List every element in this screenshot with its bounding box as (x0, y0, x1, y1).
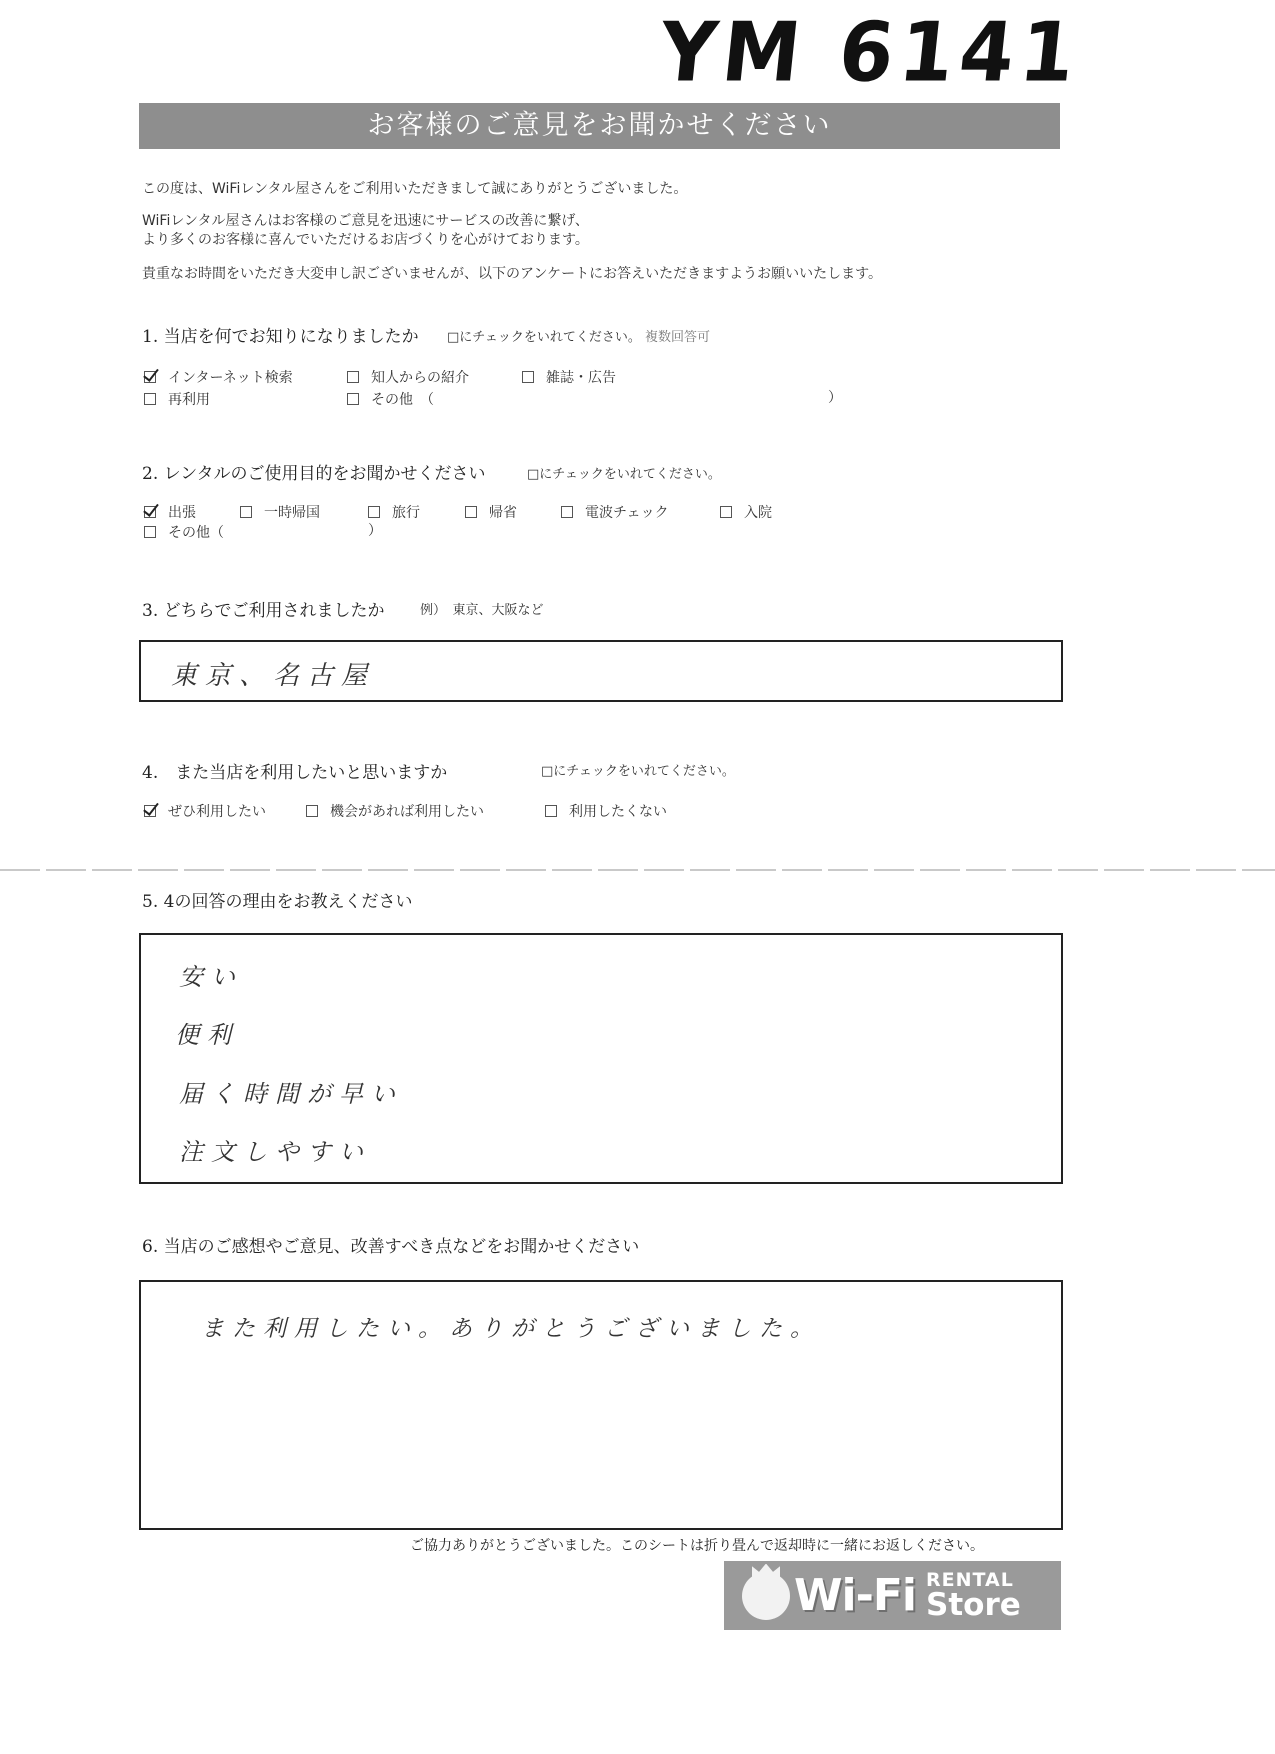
intro-line-3: より多くのお客様に喜んでいただけるお店づくりを心がけております。 (142, 232, 589, 248)
checkbox-icon[interactable] (522, 371, 534, 383)
intro-line-4: 貴重なお時間をいただき大変申し訳ございませんが、以下のアンケートにお答えいただきますようお願いいたします。 (142, 266, 883, 282)
checkbox-icon[interactable] (465, 506, 477, 518)
q2-note: □にチェックをいれてください。 (527, 467, 721, 482)
q6-answer-text: また利用したい。ありがとうございました。 (201, 1316, 821, 1342)
q4-option-no[interactable] (545, 801, 667, 821)
q2-other-close-paren: ） (368, 523, 382, 539)
q6-answer-box[interactable] (139, 1280, 1063, 1530)
q5-answer-line: 安い (179, 963, 243, 991)
q1-option-label: 知人からの紹介 (371, 370, 469, 386)
wifi-rental-store-logo (724, 1561, 1061, 1630)
q4-option-label: 利用したくない (569, 804, 667, 820)
q1-option-label: その他 （ (371, 392, 434, 408)
intro-line-2: WiFiレンタル屋さんはお客様のご意見を迅速にサービスの改善に繋げ、 (142, 213, 589, 229)
q1-option-magazine[interactable] (522, 367, 616, 387)
logo-wifi-text: Wi-Fi (794, 1570, 917, 1621)
footer-note: ご協力ありがとうございました。このシートは折り畳んで返却時に一緒にお返しください。 (410, 1538, 984, 1554)
q1-option-reuse[interactable] (144, 389, 210, 409)
checkbox-icon[interactable] (347, 393, 359, 405)
checkbox-checked-icon[interactable] (144, 371, 156, 383)
q2-option-label: 旅行 (392, 505, 420, 521)
q5-heading: 5. 4の回答の理由をお教えください (142, 892, 413, 912)
q2-option-signal-check[interactable] (561, 502, 669, 522)
q1-note-text: □にチェックをいれてください。 (447, 330, 641, 345)
q1-note (447, 326, 710, 345)
q3-example: 例） 東京、大阪など (420, 603, 544, 618)
scan-fold-line (0, 869, 1275, 871)
checkbox-icon[interactable] (347, 371, 359, 383)
q1-other-close-paren: ） (828, 390, 842, 406)
q4-note: □にチェックをいれてください。 (541, 764, 735, 779)
q2-option-label: 一時帰国 (264, 505, 320, 521)
page-title: お客様のご意見をお聞かせください (139, 103, 1060, 149)
q4-option-if-chance[interactable] (306, 801, 484, 821)
q5-answer-box[interactable] (139, 933, 1063, 1184)
q1-option-other[interactable] (347, 389, 434, 409)
logo-rental-store (926, 1568, 1021, 1623)
q2-option-visit-home[interactable] (465, 502, 517, 522)
q1-option-internet[interactable] (144, 367, 293, 387)
checkbox-icon[interactable] (240, 506, 252, 518)
checkbox-icon[interactable] (720, 506, 732, 518)
logo-store-text: Store (926, 1586, 1021, 1623)
q4-heading: 4. また当店を利用したいと思いますか (142, 763, 448, 783)
q5-answer-line: 注文しやすい (179, 1138, 371, 1166)
q2-option-travel[interactable] (368, 502, 420, 522)
q2-option-label: 帰省 (489, 505, 517, 521)
crown-mascot-icon (742, 1572, 790, 1620)
checkbox-icon[interactable] (368, 506, 380, 518)
q1-note-sub: 複数回答可 (645, 330, 711, 345)
intro-line-1: この度は、WiFiレンタル屋さんをご利用いただきまして誠にありがとうございました。 (142, 181, 688, 197)
q3-heading: 3. どちらでご利用されましたか (142, 601, 385, 621)
logo-rental-text: RENTAL (926, 1568, 1014, 1591)
q5-answer-line: 届く時間が早い (179, 1080, 403, 1108)
q2-option-label: その他（ (168, 525, 224, 541)
q2-option-other[interactable] (144, 522, 224, 542)
q4-option-label: 機会があれば利用したい (330, 804, 484, 820)
q4-option-definitely[interactable] (144, 801, 266, 821)
checkbox-checked-icon[interactable] (144, 805, 156, 817)
q1-option-label: インターネット検索 (168, 370, 293, 386)
q1-option-label: 再利用 (168, 392, 210, 408)
checkbox-icon[interactable] (144, 526, 156, 538)
q1-option-referral[interactable] (347, 367, 469, 387)
q3-answer-box[interactable] (139, 640, 1063, 702)
q2-option-homecoming[interactable] (240, 502, 320, 522)
checkbox-icon[interactable] (306, 805, 318, 817)
q2-heading: 2. レンタルのご使用目的をお聞かせください (142, 464, 486, 484)
q6-heading: 6. 当店のご感想やご意見、改善すべき点などをお聞かせください (142, 1237, 640, 1257)
checkbox-icon[interactable] (545, 805, 557, 817)
q2-option-label: 電波チェック (585, 505, 669, 521)
checkbox-checked-icon[interactable] (144, 506, 156, 518)
q5-answer-line: 便利 (175, 1021, 239, 1049)
q1-option-label: 雑誌・広告 (546, 370, 616, 386)
q2-option-hospital[interactable] (720, 502, 772, 522)
q3-answer-text: 東京、名古屋 (171, 661, 376, 691)
checkbox-icon[interactable] (561, 506, 573, 518)
serial-number: YM 6141 (655, 5, 1086, 101)
q2-option-label: 入院 (744, 505, 772, 521)
q4-option-label: ぜひ利用したい (168, 804, 266, 820)
checkbox-icon[interactable] (144, 393, 156, 405)
q2-option-business[interactable] (144, 502, 196, 522)
q2-option-label: 出張 (168, 505, 196, 521)
q1-heading: 1. 当店を何でお知りになりましたか (142, 327, 419, 347)
